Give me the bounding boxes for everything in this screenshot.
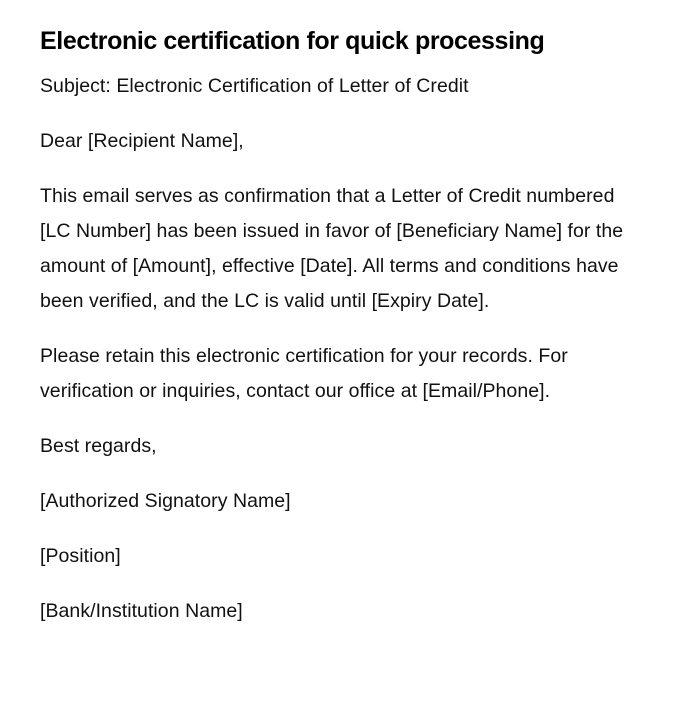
closing: Best regards, (40, 435, 157, 457)
document-title: Electronic certification for quick processing (40, 27, 545, 55)
greeting: Dear [Recipient Name], (40, 130, 244, 152)
signatory-name: [Authorized Signatory Name] (40, 490, 291, 512)
body-paragraph-confirmation: This email serves as confirmation that a Letter of Credit numbered [LC Number] has been issued in favor of [Beneficiary Name] for the amount of [Amount], effective [Date]. All terms and conditions have been verified, and the LC is valid until [Expiry Date]. (40, 185, 624, 312)
signatory-position: [Position] (40, 545, 121, 567)
signatory-institution: [Bank/Institution Name] (40, 600, 243, 622)
body-paragraph-retention: Please retain this electronic certification for your records. For verification or inquiries, contact our office at [Email/Phone]. (40, 345, 568, 402)
subject-line: Subject: Electronic Certification of Letter of Credit (40, 75, 469, 97)
